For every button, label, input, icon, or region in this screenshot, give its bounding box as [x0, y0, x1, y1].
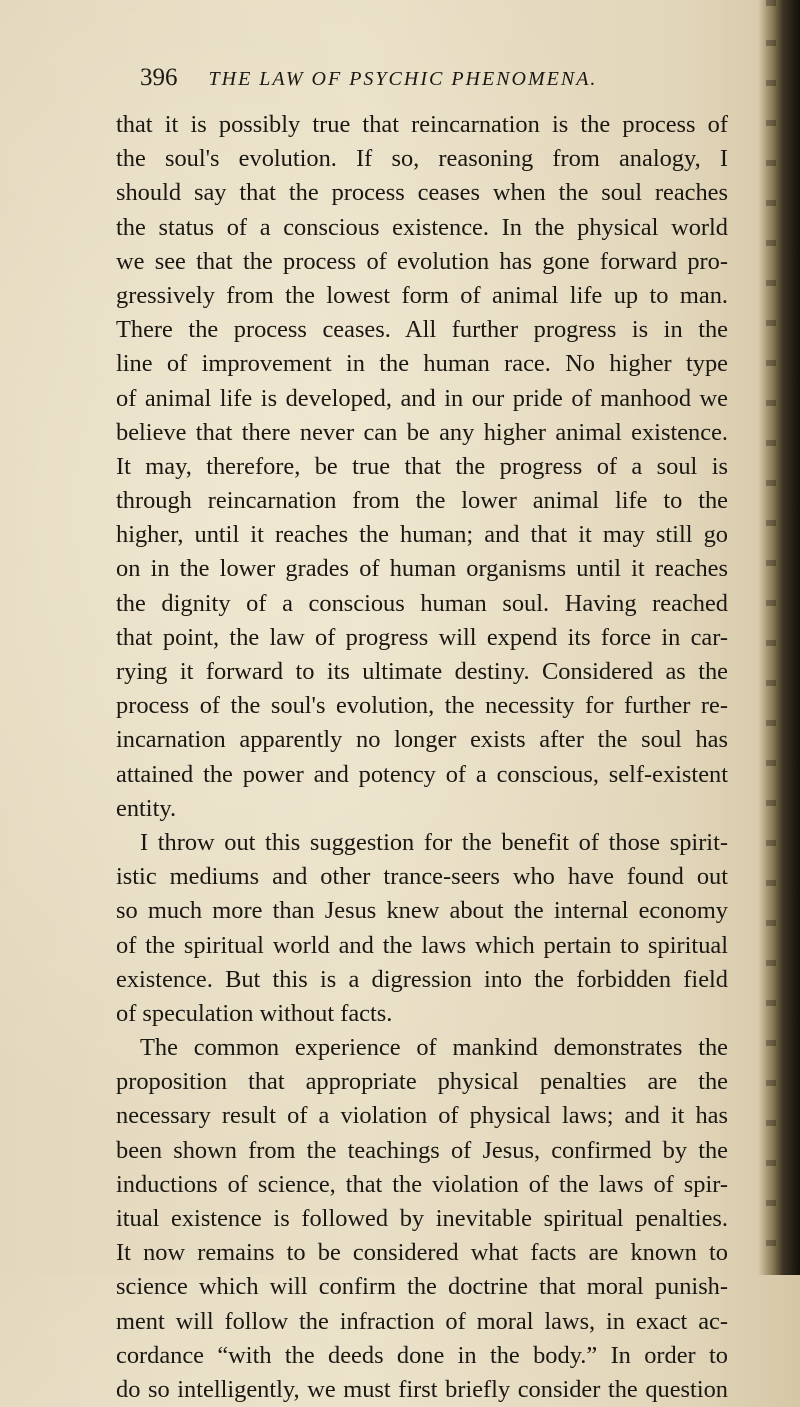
text-line: should say that the process ceases when the soul reaches [116, 179, 728, 207]
text-line: There the process ceases. All further progress is in the [116, 316, 728, 344]
text-line: higher, until it reaches the human; and that it may still go [116, 521, 728, 549]
text-line-paragraph-end: entity. [116, 794, 177, 822]
text-line: itual existence is followed by inevitable spiritual penalties. [116, 1205, 728, 1232]
text-line: existence. But this is a digression into the forbidden field [116, 965, 728, 993]
text-line: believe that there never can be any higher animal existence. [116, 418, 728, 446]
page-number: 396 [140, 64, 178, 91]
text-line-paragraph-end: of speculation without facts. [116, 999, 393, 1027]
text-line: line of improvement in the human race. No higher type [116, 350, 728, 378]
text-line: the soul's evolution. If so, reasoning from analogy, I [116, 145, 728, 173]
text-line: gressively from the lowest form of animal life up to man. [116, 281, 728, 309]
text-line: inductions of science, that the violation of the laws of spir- [116, 1170, 728, 1198]
text-line: incarnation apparently no longer exists after the soul has [116, 726, 728, 754]
text-line: that it is possibly true that reincarnation is the process of [116, 111, 728, 138]
text-line: It may, therefore, be true that the progress of a soul is [116, 452, 728, 480]
text-line: attained the power and potency of a conscious, self-existent [116, 760, 728, 788]
text-line: cordance “with the deeds done in the body.” In order to [116, 1341, 728, 1369]
text-line: science which will confirm the doctrine that moral punish- [116, 1273, 728, 1301]
text-line: through reincarnation from the lower animal life to the [116, 487, 728, 515]
page-edge-shadow [758, 0, 800, 1275]
text-line: that point, the law of progress will expend its force in car- [116, 623, 728, 651]
text-line: proposition that appropriate physical penalties are the [116, 1068, 728, 1096]
text-line: the status of a conscious existence. In the physical world [116, 213, 728, 241]
text-line: It now remains to be considered what facts are known to [116, 1239, 728, 1267]
text-line: do so intelligently, we must first briefly consider the question [116, 1375, 728, 1403]
text-line: of the spiritual world and the laws which pertain to spiritual [116, 931, 728, 959]
text-line: the dignity of a conscious human soul. Having reached [116, 589, 728, 617]
text-line: so much more than Jesus knew about the internal economy [116, 897, 728, 925]
running-title: THE LAW OF PSYCHIC PHENOMENA. [208, 68, 598, 90]
text-line: istic mediums and other trance-seers who have found out [116, 863, 728, 891]
text-line: on in the lower grades of human organisms until it reaches [116, 555, 728, 583]
text-line-paragraph-start: I throw out this suggestion for the benefit of those spirit- [140, 828, 728, 856]
text-line: process of the soul's evolution, the necessity for further re- [116, 692, 728, 720]
text-line: we see that the process of evolution has gone forward pro- [116, 247, 728, 275]
text-line: ment will follow the infraction of moral laws, in exact ac- [116, 1307, 728, 1335]
text-line: rying it forward to its ultimate destiny. Considered as the [116, 658, 728, 685]
text-line: of animal life is developed, and in our pride of manhood we [116, 384, 728, 412]
text-line-paragraph-start: The common experience of mankind demonstrates the [140, 1034, 728, 1062]
body-text [116, 108, 728, 1407]
running-head [140, 64, 730, 93]
text-line: necessary result of a violation of physical laws; and it has [116, 1102, 728, 1130]
text-line: been shown from the teachings of Jesus, confirmed by the [116, 1136, 728, 1164]
